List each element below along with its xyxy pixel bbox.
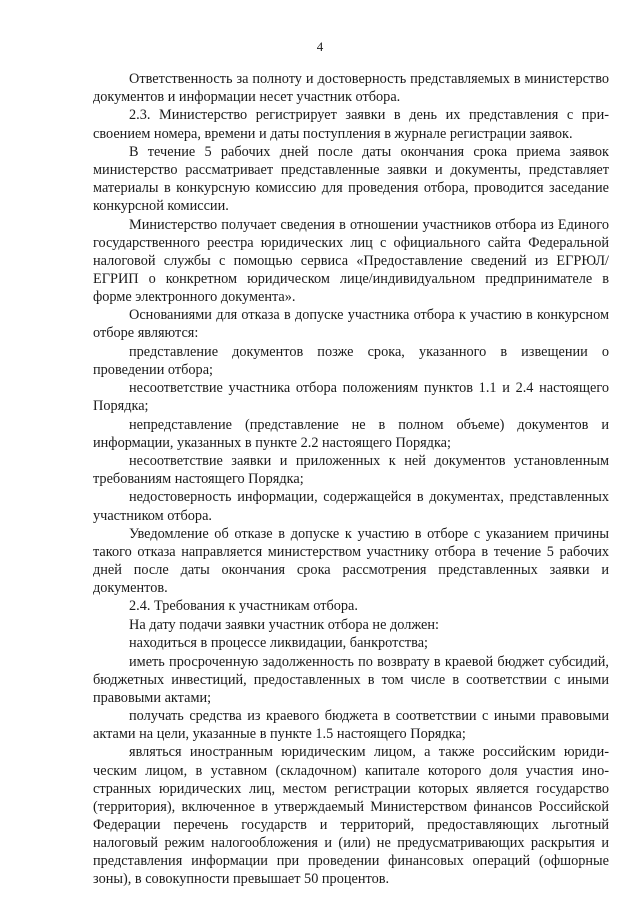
paragraph: На дату подачи заявки участник отбора не должен: (129, 616, 440, 633)
list-item: иметь просроченную задолженность по возврату в краевой бюджет субсидий, бюджетных инвестиций, предоставленных в том числе в соответствии с иными правовыми актами; (93, 653, 609, 706)
list-item: несоответствие участника отбора положениям пунктов 1.1 и 2.4 настоящего Порядка; (93, 380, 609, 415)
list-item: являться иностранным юридическим лицом, а также российским юридическим лицом, в уставном (складочном) капитале которого доля участия иностранных юридических лиц, местом регистрации которых является государство (территория), включенное в утверждаемый Министерством финансов Российской Федерации перечень государств и территорий, предоставляющих льготный налоговый режим налогообложения и (или) не предусматривающих раскрытия и представления информации при проведении финансовых операций (офшорные зоны), в совокупности превышает 50 процентов. (93, 744, 609, 888)
list-item: получать средства из краевого бюджета в соответствии с иными правовыми актами на цели, указанные в пункте 1.5 настоящего Порядка; (93, 708, 609, 743)
list-item: недостоверность информации, содержащейся в документах, представленных участником отбора. (93, 489, 609, 524)
list-item: несоответствие заявки и приложенных к ней документов установленным требованиям настоящего Порядка; (93, 452, 609, 488)
paragraph: Уведомление об отказе в допуске к участию в отборе с указанием причины такого отказа направляется министерством участнику отбора в течение 5 рабочих дней после даты окончания срока рассмотрения представленных заявки и документов. (93, 525, 609, 597)
paragraph: В течение 5 рабочих дней после даты окончания срока приема заявок министерство рассматривает представленные заявки и документы, представляет материалы в конкурсную комиссию для проведения отбора, проводится заседание конкурсной комиссии. (93, 143, 609, 215)
paragraph: 2.3. Министерство регистрирует заявки в день их представления с присвоением номера, времени и даты поступления в журнале регистрации заявок. (93, 107, 609, 142)
list-item: непредставление (представление не в полном объеме) документов и информации, указанных в пункте 2.2 настоящего Порядка; (93, 416, 609, 451)
paragraph: Министерство получает сведения в отношении участников отбора из Единого государственного реестра юридических лиц с официального сайта Федеральной налоговой службы с помощью сервиса «Предоставление сведений из ЕГРЮЛ/ЕГРИП о конкретном юридическом лице/индивидуальном предпринимателе в форме электронного документа». (93, 216, 609, 305)
list-item: представление документов позже срока, указанного в извещении о проведении отбора; (93, 343, 609, 378)
section-heading: 2.4. Требования к участникам отбора. (129, 598, 358, 615)
page-number: 4 (316, 39, 324, 54)
paragraph: Ответственность за полноту и достоверность представляемых в министерство документов и информации несет участник отбора. (93, 71, 609, 106)
paragraph: Основаниями для отказа в допуске участника отбора к участию в конкурсном отборе являются: (93, 307, 609, 342)
document-body (93, 70, 609, 888)
list-item: находиться в процессе ликвидации, банкротства; (129, 635, 429, 652)
